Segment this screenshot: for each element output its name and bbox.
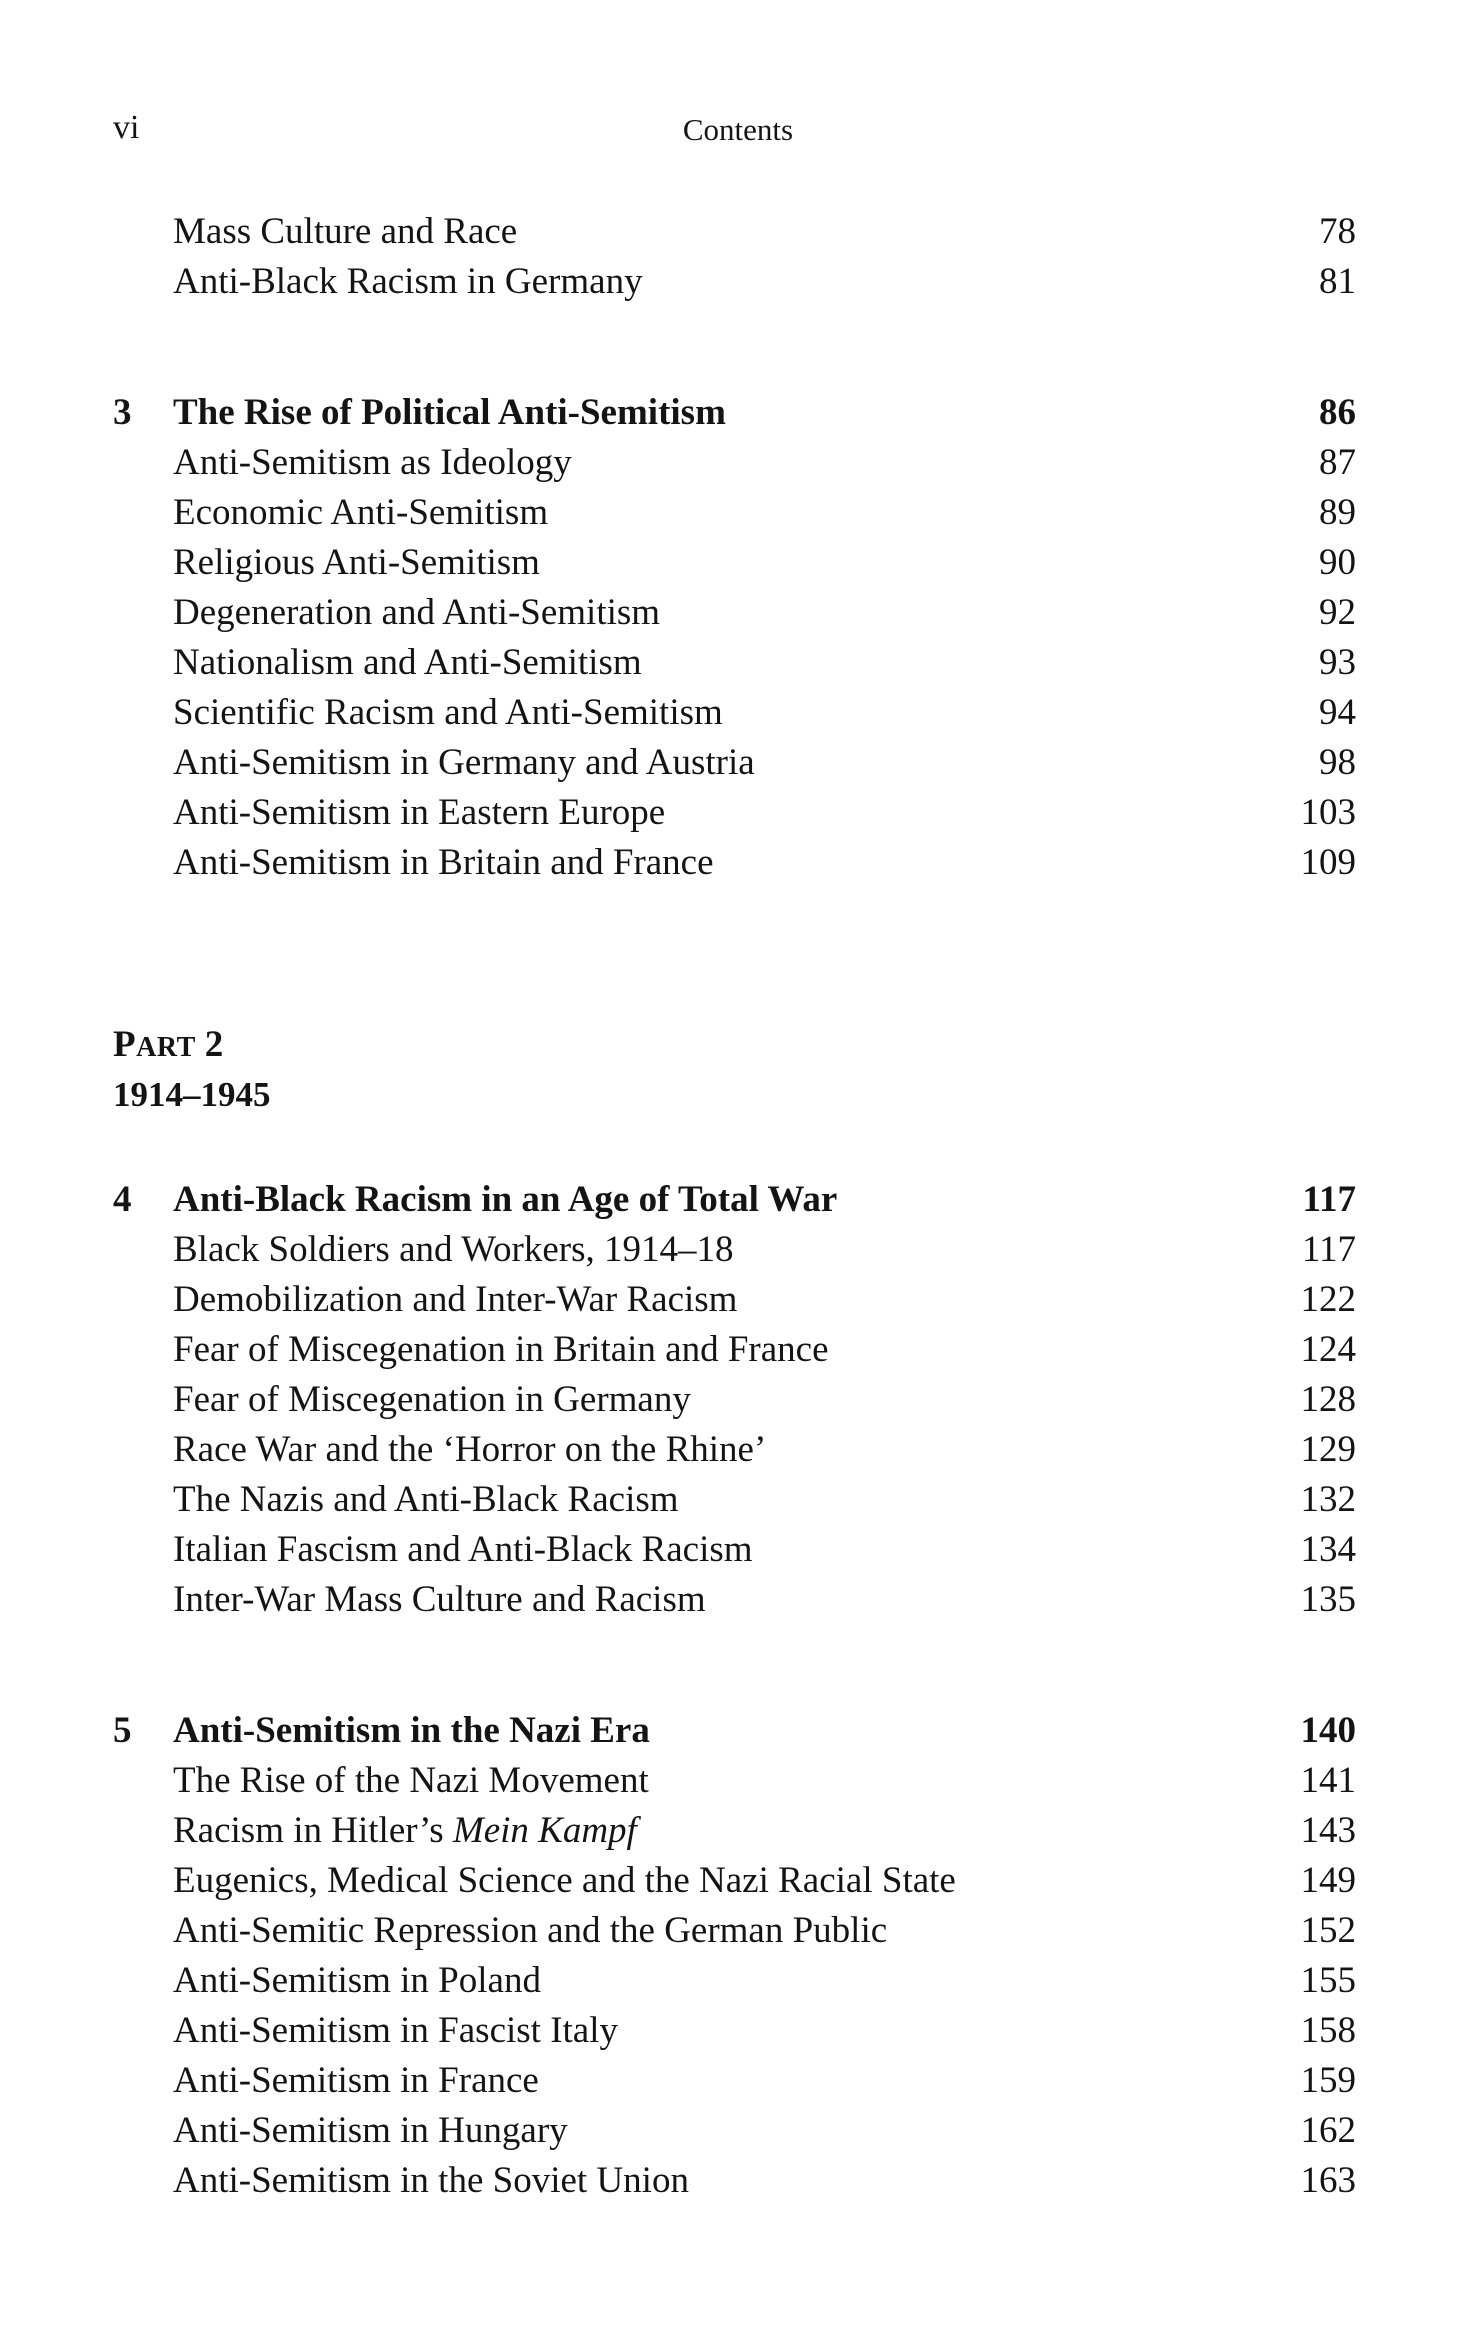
toc-entry[interactable] [113,1325,1356,1375]
toc-entry-title: Anti-Black Racism in Germany [173,261,643,302]
part-label-initial: P [113,1024,137,1065]
toc-entry-title [173,1806,637,1856]
toc-entry-page: 159 [1300,2060,1356,2101]
toc-entry[interactable] [113,588,1356,638]
toc-entry[interactable] [113,438,1356,488]
toc-entry[interactable] [113,638,1356,688]
toc-entry[interactable] [113,1375,1356,1425]
toc-entry-page: 158 [1300,2010,1356,2051]
chapter-page: 86 [1319,392,1356,433]
toc-entry-page: 128 [1300,1379,1356,1420]
chapter-page: 140 [1300,1710,1356,1751]
chapter-number: 5 [113,1710,132,1751]
toc-entry-title: The Nazis and Anti-Black Racism [173,1479,679,1520]
chapter-5-heading[interactable] [113,1706,1356,1756]
toc-entry[interactable] [113,2106,1356,2156]
toc-entry-page: 122 [1300,1279,1356,1320]
toc-entry-title: Anti-Semitism in Germany and Austria [173,742,755,783]
toc-entry[interactable] [113,688,1356,738]
toc-entry-page: 134 [1300,1529,1356,1570]
toc-entry-title: Degeneration and Anti-Semitism [173,592,661,633]
toc-entry[interactable] [113,1525,1356,1575]
toc-entry[interactable] [113,1806,1356,1856]
toc-entry[interactable] [113,1425,1356,1475]
toc-entry-title: Eugenics, Medical Science and the Nazi Racial State [173,1860,956,1901]
toc-entry-title: Anti-Semitism in France [173,2060,539,2101]
chapter-title: The Rise of Political Anti-Semitism [173,392,726,433]
toc-entry-page: 117 [1301,1229,1356,1270]
toc-entry[interactable] [113,1906,1356,1956]
chapter-3-heading[interactable] [113,388,1356,438]
page-number: vi [113,109,140,146]
book-title-italic: Mein Kampf [452,1810,637,1851]
toc-entry-title: Italian Fascism and Anti-Black Racism [173,1529,753,1570]
toc-entry-title: Anti-Semitism in the Soviet Union [173,2160,689,2201]
toc-entry[interactable] [113,2056,1356,2106]
toc-entry-title: Demobilization and Inter-War Racism [173,1279,738,1320]
toc-entry-title: Economic Anti-Semitism [173,492,549,533]
part-label-number: 2 [204,1024,224,1065]
toc-entry-title: Anti-Semitic Repression and the German Public [173,1910,888,1951]
chapter-title: Anti-Black Racism in an Age of Total War [173,1179,838,1220]
toc-entry-page: 141 [1300,1760,1356,1801]
toc-entry-title: Anti-Semitism in Eastern Europe [173,792,666,833]
toc-entry-page: 162 [1300,2110,1356,2151]
toc-entry-title: Anti-Semitism in Britain and France [173,842,714,883]
toc-entry-page: 163 [1300,2160,1356,2201]
toc-entry-page: 132 [1300,1479,1356,1520]
toc-entry-page: 103 [1300,792,1356,833]
toc-entry-page: 129 [1300,1429,1356,1470]
toc-entry-title: Scientific Racism and Anti-Semitism [173,692,723,733]
chapter-4-heading[interactable] [113,1175,1356,1225]
toc-entry[interactable] [113,488,1356,538]
running-head: Contents [682,112,794,147]
part-years: 1914–1945 [113,1075,271,1114]
toc-entry-page: 94 [1319,692,1356,733]
toc-entry-title: Fear of Miscegenation in Germany [173,1379,691,1420]
toc-entry[interactable] [113,2156,1356,2206]
toc-entry-page: 98 [1319,742,1356,783]
chapter-page: 117 [1302,1179,1356,1220]
toc-entry-page: 90 [1319,542,1356,583]
toc-entry[interactable] [113,207,1356,257]
toc-entry[interactable] [113,838,1356,888]
toc-entry-page: 155 [1300,1960,1356,2001]
toc-entry-title: Anti-Semitism in Hungary [173,2110,568,2151]
toc-entry-page: 81 [1319,261,1356,302]
part-label-smallcaps: ART [136,1032,196,1063]
toc-entry-page: 87 [1319,442,1356,483]
toc-entry[interactable] [113,738,1356,788]
toc-entry[interactable] [113,257,1356,307]
toc-entry-title: Black Soldiers and Workers, 1914–18 [173,1229,734,1270]
toc-entry[interactable] [113,788,1356,838]
toc-entry-title: Mass Culture and Race [173,211,518,252]
chapter-number: 3 [113,392,132,433]
toc-entry-page: 93 [1319,642,1356,683]
toc-entry-title: Inter-War Mass Culture and Racism [173,1579,706,1620]
toc-entry-page: 149 [1300,1860,1356,1901]
toc-entry-page: 124 [1300,1329,1356,1370]
toc-entry-title: Anti-Semitism in Fascist Italy [173,2010,619,2051]
toc-entry[interactable] [113,2006,1356,2056]
toc-entry[interactable] [113,1856,1356,1906]
toc-entry-title: Fear of Miscegenation in Britain and France [173,1329,829,1370]
toc-entry-title: Anti-Semitism in Poland [173,1960,541,2001]
toc-entry-title: Race War and the ‘Horror on the Rhine’ [173,1429,767,1470]
toc-entry-page: 92 [1319,592,1356,633]
toc-entry[interactable] [113,538,1356,588]
chapter-number: 4 [113,1179,132,1220]
toc-entry[interactable] [113,1225,1356,1275]
toc-entry[interactable] [113,1575,1356,1625]
toc-entry[interactable] [113,1956,1356,2006]
toc-entry-page: 135 [1300,1579,1356,1620]
toc-entry-title: The Rise of the Nazi Movement [173,1760,649,1801]
toc-entry[interactable] [113,1756,1356,1806]
toc-entry-page: 109 [1300,842,1356,883]
toc-entry[interactable] [113,1275,1356,1325]
toc-entry-title: Anti-Semitism as Ideology [173,442,572,483]
toc-entry-page: 78 [1319,211,1356,252]
toc-entry-page: 89 [1319,492,1356,533]
part-label [113,1022,224,1071]
toc-entry-title: Nationalism and Anti-Semitism [173,642,642,683]
toc-entry-title-prefix: Racism in Hitler’s [173,1810,453,1851]
toc-entry-page: 143 [1300,1810,1356,1851]
chapter-title: Anti-Semitism in the Nazi Era [173,1710,650,1751]
toc-entry-title: Religious Anti-Semitism [173,542,540,583]
toc-entry-page: 152 [1300,1910,1356,1951]
toc-entry[interactable] [113,1475,1356,1525]
